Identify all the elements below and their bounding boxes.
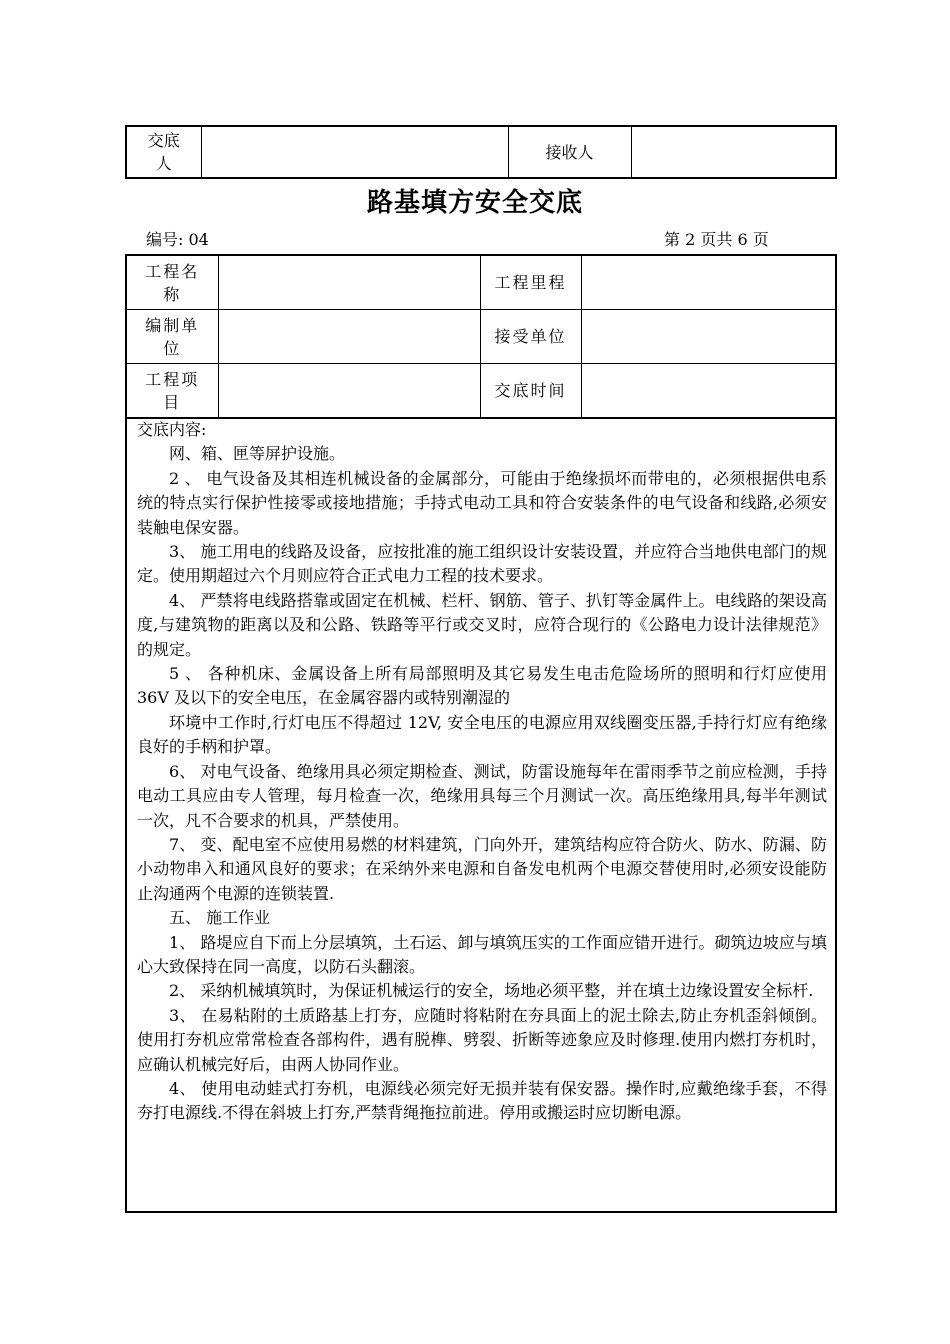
- receiving-unit-field[interactable]: [581, 310, 836, 364]
- table-row: [126, 310, 836, 364]
- content-paragraph: 3、 在易粘附的土质路基上打夯，应随时将粘附在夯具面上的泥土除去,防止夯机歪斜倾倒。使用打夯机应常常检查各部构件，遇有脱榫、劈裂、折断等迹象应及时修理.使用内燃打夯机时，应确认机械完好后，由两人协同作业。: [137, 1005, 827, 1074]
- section-heading: 五、 施工作业: [169, 908, 271, 928]
- handover-content-box: [125, 415, 837, 1213]
- content-paragraph: 6、 对电气设备、绝缘用具必须定期检查、测试，防雷设施每年在雷雨季节之前应检测，手持电动工具应由专人管理，每月检查一次，绝缘用具每三个月测试一次。高压绝缘用具,每半年测试一次，凡不合要求的机具，严禁使用。: [137, 761, 827, 830]
- prepared-unit-field[interactable]: [218, 310, 480, 364]
- project-info-table: [125, 254, 837, 419]
- handover-time-field[interactable]: [581, 364, 836, 419]
- table-row: [126, 364, 836, 419]
- receiving-unit-label: 接受单位: [480, 310, 581, 364]
- project-name-field[interactable]: [218, 255, 480, 310]
- handover-time-label: 交底时间: [480, 364, 581, 419]
- handover-person-field[interactable]: [201, 126, 508, 178]
- document-title: 路基填方安全交底: [366, 188, 583, 218]
- content-paragraph: 1、 路堤应自下而上分层填筑，土石运、卸与填筑压实的工作面应错开进行。砌筑边坡应与填心大致保持在同一高度，以防石头翻滚。: [137, 932, 827, 976]
- receiver-label: 接收人: [508, 126, 631, 178]
- content-paragraph: 2 、 电气设备及其相连机械设备的金属部分，可能由于绝缘损坏而带电的，必须根据供电系统的特点实行保护性接零或接地措施；手持式电动工具和符合安装条件的电气设备和线路,必须安装触电保安器。: [137, 468, 827, 537]
- project-item-field[interactable]: [218, 364, 480, 419]
- content-paragraph: 3、 施工用电的线路及设备，应按批准的施工组织设计安装设置，并应符合当地供电部门的规定。使用期超过六个月则应符合正式电力工程的技术要求。: [137, 542, 827, 586]
- content-paragraph: 网、箱、匣等屏护设施。: [169, 444, 346, 464]
- document-number: 编号: 04: [146, 230, 209, 249]
- content-paragraph: 2、 采纳机械填筑时，为保证机械运行的安全，场地必须平整，并在填土边缘设置安全标杆.: [169, 981, 814, 1001]
- project-mileage-field[interactable]: [581, 255, 836, 310]
- content-paragraph: 4、 使用电动蛙式打夯机，电源线必须完好无损并装有保安器。操作时,应戴绝缘手套，不得夯打电源线.不得在斜坡上打夯,严禁背绳拖拉前进。停用或搬运时应切断电源。: [137, 1078, 827, 1123]
- content-paragraph: 7、 变、配电室不应使用易燃的材料建筑，门向外开，建筑结构应符合防火、防水、防漏、防小动物串入和通风良好的要求；在采纳外来电源和自备发电机两个电源交替使用时,必须安设能防止沟通两个电源的连锁装置.: [137, 834, 827, 903]
- content-paragraph: 环境中工作时,行灯电压不得超过 12V, 安全电压的电源应用双线圈变压器,手持行灯应有绝缘良好的手柄和护罩。: [137, 712, 827, 757]
- project-item-label: 工程项 目: [126, 364, 218, 419]
- content-label: 交底内容:: [137, 420, 207, 439]
- handover-signature-table: [125, 125, 837, 179]
- handover-person-label: 交底 人: [126, 126, 201, 178]
- prepared-unit-label: 编制单 位: [126, 310, 218, 364]
- content-paragraph: 4、 严禁将电线路搭靠或固定在机械、栏杆、钢筋、管子、扒钉等金属件上。电线路的架设高度,与建筑物的距离以及和公路、铁路等平行或交叉时，应符合现行的《公路电力设计法律规范》的规定。: [137, 590, 827, 659]
- page-indicator: 第 2 页共 6 页: [664, 230, 769, 249]
- project-mileage-label: 工程里程: [480, 255, 581, 310]
- project-name-label: 工程名 称: [126, 255, 218, 310]
- receiver-field[interactable]: [631, 126, 836, 178]
- content-paragraph: 5 、 各种机床、金属设备上所有局部照明及其它易发生电击危险场所的照明和行灯应使用 36V 及以下的安全电压，在金属容器内或特别潮湿的: [137, 664, 827, 708]
- table-row: [126, 255, 836, 310]
- handover-content: [137, 418, 827, 1126]
